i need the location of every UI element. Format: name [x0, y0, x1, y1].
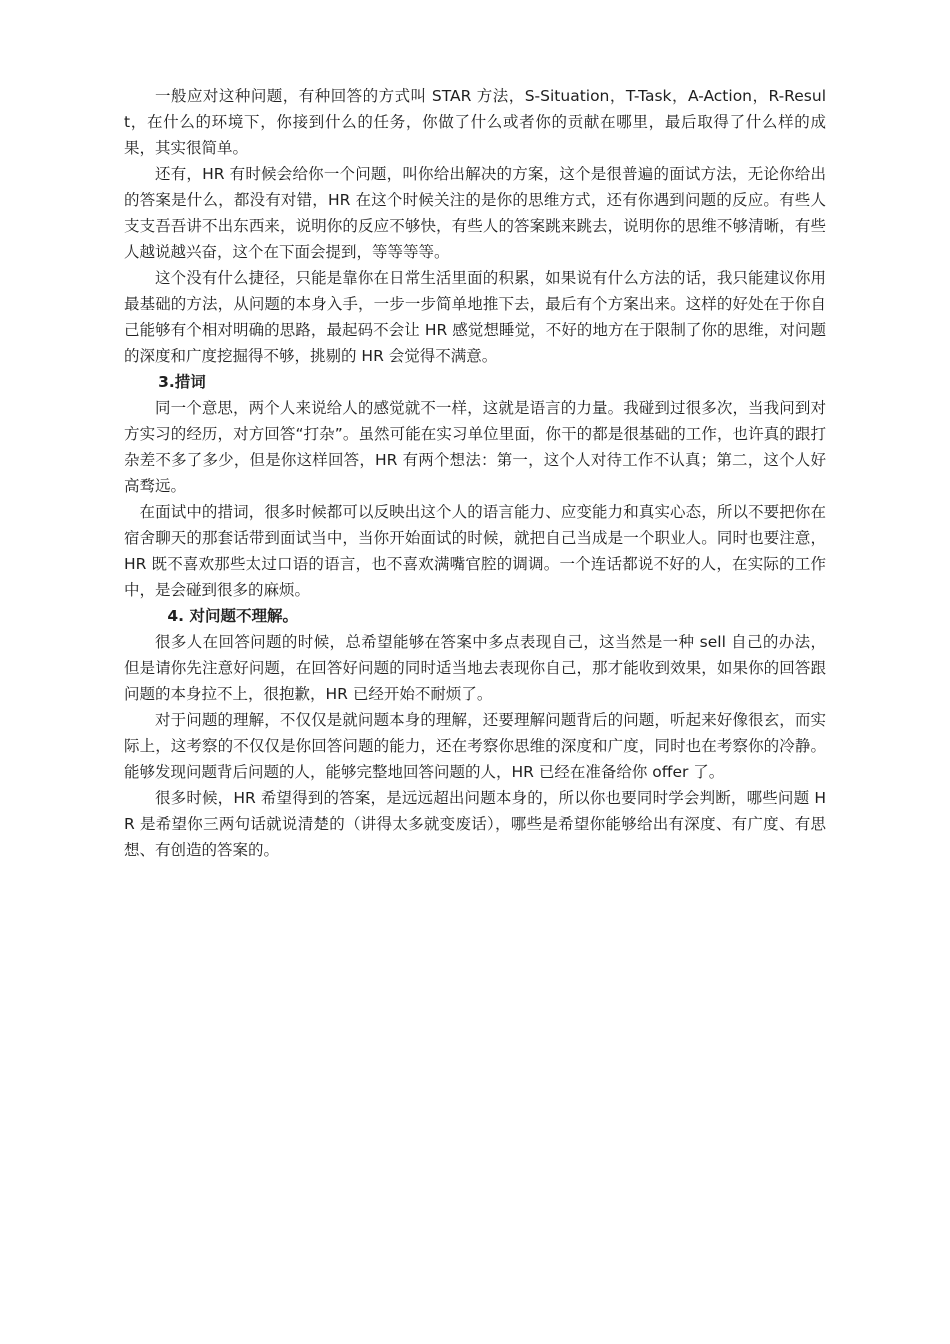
paragraph-sell-yourself: 很多人在回答问题的时候，总希望能够在答案中多点表现自己，这当然是一种 sell 自己的办法，但是请你先注意好问题，在回答好问题的同时适当地去表现你自己，那才能收到效果，如果你的回答跟问题的本身拉不上，很抱歉，HR 已经开始不耐烦了。 — [124, 633, 826, 703]
paragraph-understanding-question: 对于问题的理解，不仅仅是就问题本身的理解，还要理解问题背后的问题，听起来好像很玄，而实际上，这考察的不仅仅是你回答问题的能力，还在考察你思维的深度和广度，同时也在考察你的冷静。能够发现问题背后问题的人，能够完整地回答问题的人，HR 已经在准备给你 offer 了。 — [124, 711, 826, 781]
paragraph-star-method: 一般应对这种问题，有种回答的方式叫 STAR 方法，S-Situation，T-Task，A-Action，R-Result，在什么的环境下，你接到什么的任务，你做了什么或者你的贡献在哪里，最后取得了什么样的成果，其实很简单。 — [124, 87, 826, 157]
section-heading-misunderstanding: 4. 对问题不理解。 — [167, 607, 298, 625]
paragraph-expected-answers: 很多时候，HR 希望得到的答案，是远远超出问题本身的，所以你也要同时学会判断，哪些问题 HR 是希望你三两句话就说清楚的（讲得太多就变废话），哪些是希望你能够给出有深度、有广度、有思想、有创造的答案的。 — [124, 789, 826, 859]
paragraph-hr-solution-question: 还有，HR 有时候会给你一个问题，叫你给出解决的方案，这个是很普遍的面试方法，无论你给出的答案是什么，都没有对错，HR 在这个时候关注的是你的思维方式，还有你遇到问题的反应。有些人支支吾吾讲不出东西来，说明你的反应不够快，有些人的答案跳来跳去，说明你的思维不够清晰，有些人越说越兴奋，这个在下面会提到，等等等等。 — [124, 165, 826, 261]
paragraph-no-shortcut: 这个没有什么捷径，只能是靠你在日常生活里面的积累，如果说有什么方法的话，我只能建议你用最基础的方法，从问题的本身入手，一步一步简单地推下去，最后有个方案出来。这样的好处在于你自己能够有个相对明确的思路，最起码不会让 HR 感觉想睡觉，不好的地方在于限制了你的思维，对问题的深度和广度挖掘得不够，挑剔的 HR 会觉得不满意。 — [124, 269, 826, 365]
section-heading-wording: 3.措词 — [158, 373, 206, 391]
paragraph-power-of-language: 同一个意思，两个人来说给人的感觉就不一样，这就是语言的力量。我碰到过很多次，当我问到对方实习的经历，对方回答“打杂”。虽然可能在实习单位里面，你干的都是很基础的工作，也许真的跟打杂差不多了多少，但是你这样回答，HR 有两个想法：第一，这个人对待工作不认真；第二，这个人好高骛远。 — [124, 399, 826, 495]
document-page — [124, 83, 826, 863]
paragraph-interview-wording: 在面试中的措词，很多时候都可以反映出这个人的语言能力、应变能力和真实心态，所以不要把你在宿舍聊天的那套话带到面试当中，当你开始面试的时候，就把自己当成是一个职业人。同时也要注意，HR 既不喜欢那些太过口语的语言，也不喜欢满嘴官腔的调调。一个连话都说不好的人，在实际的工作中，是会碰到很多的麻烦。 — [124, 503, 826, 599]
